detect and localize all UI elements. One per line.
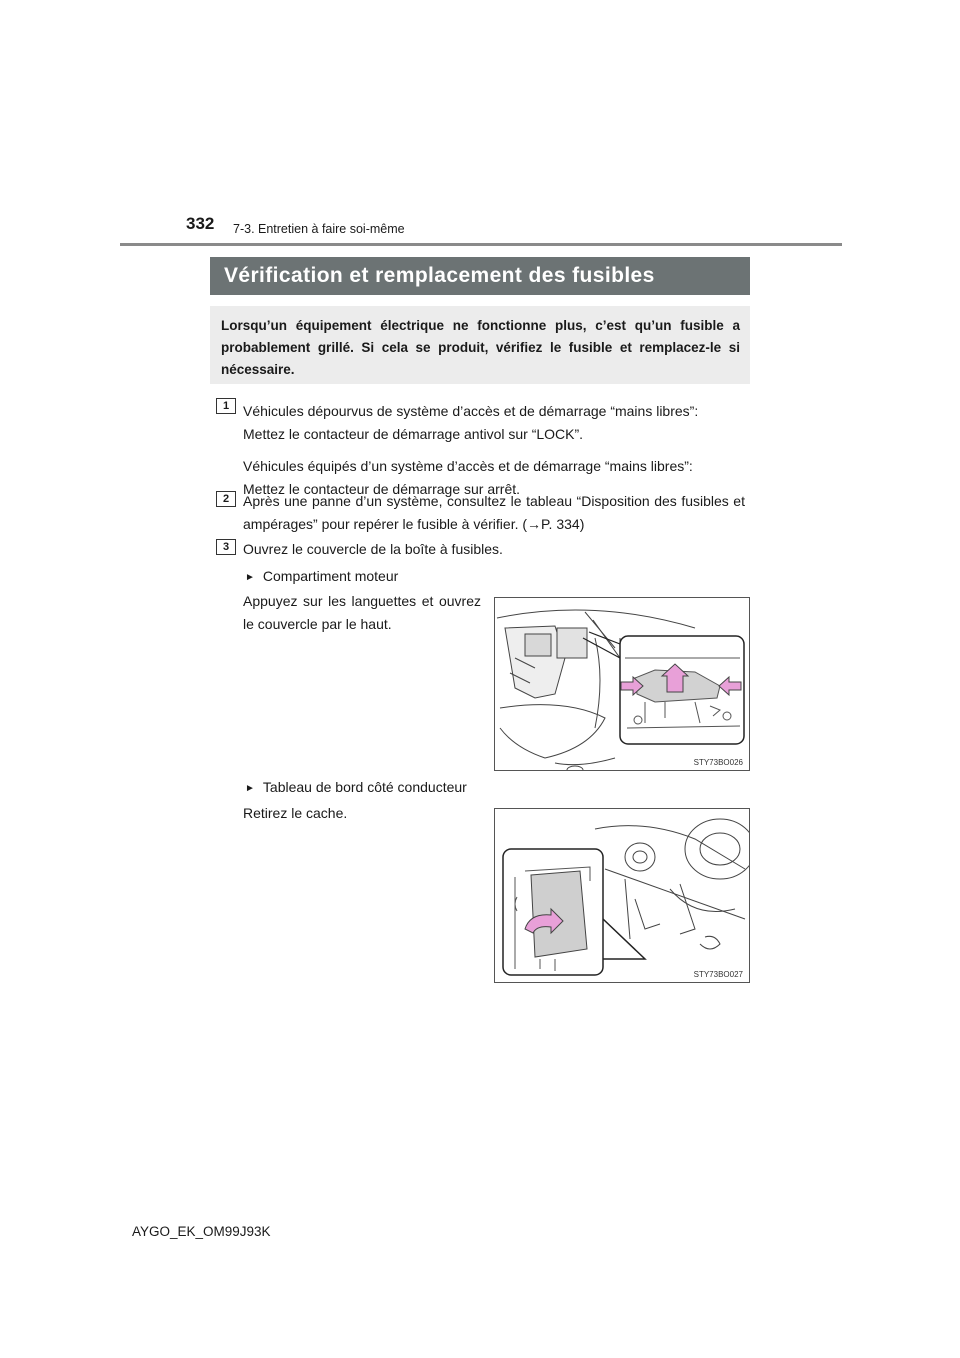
step-1-line-1: Véhicules dépourvus de système d’accès et de démarrage “mains libres”: — [243, 403, 699, 419]
subsection-engine-heading — [245, 565, 398, 590]
footer-document-code: AYGO_EK_OM99J93K — [132, 1224, 271, 1239]
figure-code-2: STY73BO027 — [693, 970, 743, 979]
step-1-text — [243, 400, 750, 501]
step-number-1: 1 — [216, 398, 236, 414]
dashboard-cover-figure — [494, 808, 750, 983]
page-number: 332 — [186, 214, 215, 233]
bullet-triangle-icon: ► — [245, 783, 255, 794]
step-3-text: Ouvrez le couvercle de la boîte à fusibles. — [243, 541, 503, 557]
dashboard-illustration — [495, 809, 750, 983]
step-2-text: Après une panne d’un système, consultez le tableau “Disposition des fusibles et ampérages” pour repérer le fusible à vérifier. (→P. 334) — [243, 493, 745, 532]
section-title: 7-3. Entretien à faire soi-même — [233, 222, 405, 236]
subsection-dashboard-heading — [245, 776, 467, 801]
intro-box — [210, 306, 750, 384]
figure-code-1: STY73BO026 — [693, 758, 743, 767]
engine-illustration — [495, 598, 750, 771]
page-title — [210, 257, 750, 295]
header-divider — [120, 243, 842, 246]
step-number-2: 2 — [216, 491, 236, 507]
intro-text: Lorsqu’un équipement électrique ne fonctionne plus, c’est qu’un fusible a probablement grillé. Si cela se produit, vérifiez le fusible et remplacez-le si nécessaire. — [221, 318, 740, 377]
step-1-line-3: Véhicules équipés d’un système d’accès et de démarrage “mains libres”: — [243, 458, 693, 474]
engine-fuse-box-figure — [494, 597, 750, 771]
subsection-engine-text: Appuyez sur les languettes et ouvrez le couvercle par le haut. — [243, 593, 481, 632]
step-1-line-4: Mettez le contacteur de démarrage sur arrêt. — [243, 481, 521, 497]
bullet-triangle-icon: ► — [245, 572, 255, 583]
step-number-3: 3 — [216, 539, 236, 555]
subsection-dashboard-text: Retirez le cache. — [243, 805, 348, 821]
subsection-dashboard-label: Tableau de bord côté conducteur — [262, 779, 467, 795]
step-1-line-2: Mettez le contacteur de démarrage antivol sur “LOCK”. — [243, 426, 584, 442]
subsection-engine-label: Compartiment moteur — [262, 568, 399, 584]
page-title-text: Vérification et remplacement des fusibles — [224, 264, 655, 287]
fuse-cover-panel — [531, 871, 587, 957]
